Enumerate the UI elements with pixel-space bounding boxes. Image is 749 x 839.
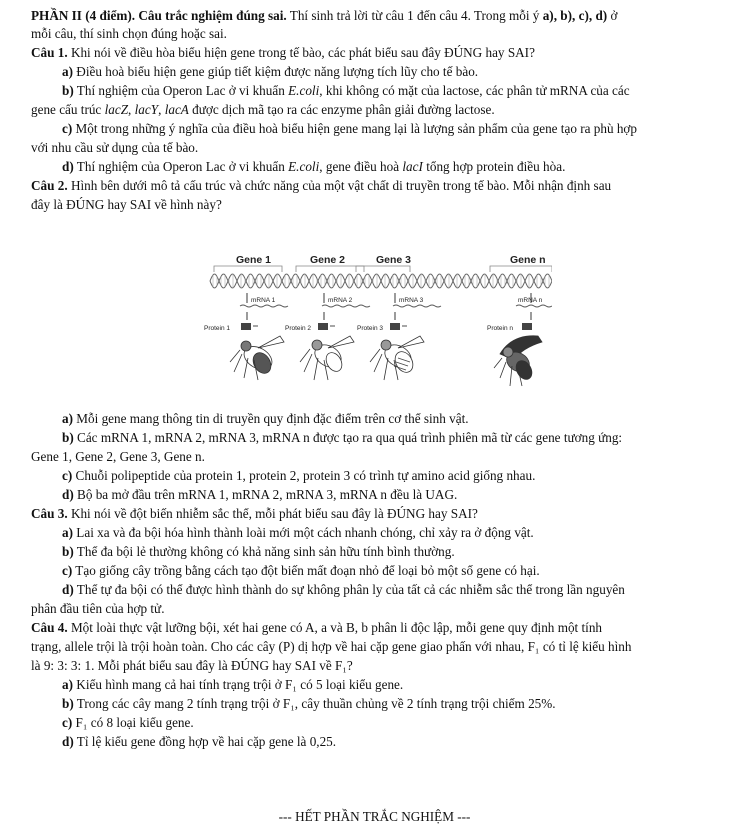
option-text: Lai xa và đa bội hóa hình thành loài mới một cách nhanh chóng, chỉ xảy ra ở động vật. — [73, 525, 534, 540]
gene-label-1: Gene 1 — [236, 254, 272, 266]
q3-option-d-line2: phân đầu tiên của hợp tử. — [31, 601, 165, 616]
section-heading: PHẦN II (4 điểm). Câu trắc nghiệm đúng sai. — [31, 8, 287, 23]
option-label: a) — [62, 525, 73, 540]
q3-option-c — [62, 561, 540, 580]
q1-option-b — [62, 81, 630, 100]
option-text: Thể đa bội lẻ thường không có khả năng sinh sản hữu tính bình thường. — [73, 544, 455, 559]
q4-option-d — [62, 732, 336, 751]
option-text: Tỉ lệ kiểu gene đồng hợp về hai cặp gene là 0,25. — [73, 734, 337, 749]
fly-icon-1 — [230, 336, 284, 380]
option-label: b) — [62, 430, 74, 445]
q4-stem: Một loài thực vật lưỡng bội, xét hai gene có A, a và B, b phân li độc lập, mỗi gene quy định một tính — [67, 620, 603, 635]
option-text: Các mRNA 1, mRNA 2, mRNA 3, mRNA n được tạo ra qua quá trình phiên mã từ các gene tương ứng: — [73, 430, 623, 445]
option-text: Một trong những ý nghĩa của điều hoà biểu hiện gene mang lại là lượng sản phẩm của gene tạo ra phù hợp — [72, 121, 638, 136]
end-of-section-marker: --- HẾT PHẦN TRẮC NGHIỆM --- — [278, 809, 471, 824]
option-label: c) — [62, 563, 73, 578]
separator: , — [128, 102, 135, 117]
separator: , — [158, 102, 165, 117]
q1-stem: Khi nói về điều hòa biểu hiện gene trong tế bào, các phát biểu sau đây ĐÚNG hay SAI? — [67, 45, 535, 60]
section-intro-parts: a), b), c), d) — [542, 8, 608, 23]
mrna-label-n: mRNA n — [518, 297, 543, 304]
q4-option-c — [62, 713, 194, 732]
q3-stem: Khi nói về đột biến nhiễm sắc thể, mỗi phát biểu sau đây là ĐÚNG hay SAI? — [67, 506, 478, 521]
q3-option-a — [62, 523, 534, 542]
section-intro: Thí sinh trả lời từ câu 1 đến câu 4. Trong mỗi ý — [286, 8, 543, 23]
option-text: Bộ ba mở đầu trên mRNA 1, mRNA 2, mRNA 3, mRNA n đều là UAG. — [73, 487, 458, 502]
mrna-label-1: mRNA 1 — [251, 297, 276, 304]
option-text: tổng hợp protein điều hòa. — [422, 159, 566, 174]
q3-option-d — [62, 580, 625, 599]
option-text: Mỗi gene mang thông tin di truyền quy định đặc điểm trên cơ thể sinh vật. — [73, 411, 469, 426]
q3-option-b — [62, 542, 455, 561]
q2-label: Câu 2. — [31, 178, 68, 193]
q4-stem-line3: là 9: 3: 3: 1. Mỗi phát biểu sau đây là ĐÚNG hay SAI về F₁? — [31, 658, 353, 673]
gene-brackets — [214, 266, 552, 272]
protein-block-icon — [522, 323, 532, 330]
fly-icon-n — [494, 336, 542, 386]
mrna-label-2: mRNA 2 — [328, 297, 353, 304]
q2-option-b — [62, 428, 622, 447]
fly-icon-3 — [370, 336, 424, 380]
option-text: Chuỗi polipeptide của protein 1, protein 2, protein 3 có trình tự amino acid giống nhau. — [72, 468, 536, 483]
option-text: Thí nghiệm của Operon Lac ở vi khuẩn — [73, 159, 289, 174]
gene-label-n: Gene n — [510, 254, 546, 266]
option-label: a) — [62, 64, 73, 79]
q3-label: Câu 3. — [31, 506, 68, 521]
option-label: b) — [62, 544, 74, 559]
option-label: c) — [62, 121, 73, 136]
gene-name: lacZ — [104, 102, 129, 117]
section-intro-line2: mỗi câu, thí sinh chọn đúng hoặc sai. — [31, 26, 227, 41]
gene-expression-figure — [200, 250, 552, 400]
q1-stem-line — [31, 43, 535, 62]
q2-stem-line — [31, 176, 611, 195]
option-label: b) — [62, 83, 74, 98]
gene-label-2: Gene 2 — [310, 254, 346, 266]
q3-stem-line — [31, 504, 478, 523]
q2-option-a — [62, 409, 469, 428]
gene-name: lacA — [164, 102, 189, 117]
option-text: gene cấu trúc — [31, 102, 105, 117]
q1-option-b-line2 — [31, 100, 495, 119]
mrna-strand — [322, 305, 370, 307]
section-intro-end: ở — [607, 8, 618, 23]
q4-stem-line2: trạng, allele trội là trội hoàn toàn. Cho các cây (P) dị hợp về hai cặp gene giao phấn với nhau, F₁ có tỉ lệ kiểu hình — [31, 639, 632, 654]
mrna-strand — [240, 305, 288, 307]
species-name: E.coli — [288, 83, 320, 98]
mrna-strand — [516, 305, 552, 307]
q1-option-c-line2: với nhu cầu sử dụng của tế bào. — [31, 140, 199, 155]
q4-option-a — [62, 675, 403, 694]
q2-option-d — [62, 485, 457, 504]
option-label: d) — [62, 582, 74, 597]
option-label: d) — [62, 159, 74, 174]
mrna-label-3: mRNA 3 — [399, 297, 424, 304]
q1-option-d — [62, 157, 565, 176]
protein-block-icon — [390, 323, 400, 330]
option-label: d) — [62, 734, 74, 749]
q1-label: Câu 1. — [31, 45, 68, 60]
protein-label-3: Protein 3 — [357, 325, 384, 332]
option-text: F₁ có 8 loại kiểu gene. — [72, 715, 194, 730]
option-text: , gene điều hoà — [319, 159, 403, 174]
option-text: được dịch mã tạo ra các enzyme phân giải đường lactose. — [188, 102, 495, 117]
gene-name: lacI — [402, 159, 423, 174]
species-name: E.coli — [288, 159, 320, 174]
option-label: b) — [62, 696, 74, 711]
protein-label-n: Protein n — [487, 325, 514, 332]
mrna-strand — [393, 305, 441, 307]
q2-stem: Hình bên dưới mô tả cấu trúc và chức năng của một vật chất di truyền trong tế bào. Mỗi nhận định sau — [67, 178, 612, 193]
q2-option-b-line2: Gene 1, Gene 2, Gene 3, Gene n. — [31, 449, 205, 464]
option-text: Kiểu hình mang cả hai tính trạng trội ở F₁ có 5 loại kiểu gene. — [73, 677, 404, 692]
q4-option-b — [62, 694, 556, 713]
q4-label: Câu 4. — [31, 620, 68, 635]
dna-strand — [210, 274, 552, 288]
option-text: Tạo giống cây trồng bằng cách tạo đột biến mất đoạn nhỏ để loại bỏ một số gene có hại. — [72, 563, 540, 578]
protein-block-icon — [241, 323, 251, 330]
option-text: Điều hoà biểu hiện gene giúp tiết kiệm được năng lượng tích lũy cho tế bào. — [73, 64, 479, 79]
q4-stem-line — [31, 618, 602, 637]
q1-option-a — [62, 62, 478, 81]
option-label: a) — [62, 411, 73, 426]
gene-name: lacY — [134, 102, 159, 117]
section-heading-line — [31, 6, 617, 25]
option-text: Trong các cây mang 2 tính trạng trội ở F₁, cây thuần chủng về 2 tính trạng trội chiếm 25%. — [73, 696, 556, 711]
protein-label-2: Protein 2 — [285, 325, 312, 332]
option-label: c) — [62, 715, 73, 730]
gene-label-3: Gene 3 — [376, 254, 412, 266]
q2-option-c — [62, 466, 535, 485]
fly-icon-2 — [300, 336, 354, 380]
option-text: Thí nghiệm của Operon Lac ở vi khuẩn — [73, 83, 289, 98]
q1-option-c — [62, 119, 637, 138]
option-label: a) — [62, 677, 73, 692]
protein-label-1: Protein 1 — [204, 325, 231, 332]
protein-block-icon — [318, 323, 328, 330]
option-text: Thể tự đa bội có thể được hình thành do sự không phân ly của tất cả các nhiễm sắc thể trong lần nguyên — [73, 582, 625, 597]
q2-stem-line2: đây là ĐÚNG hay SAI về hình này? — [31, 197, 222, 212]
option-label: d) — [62, 487, 74, 502]
option-label: c) — [62, 468, 73, 483]
option-text: , khi không có mặt của lactose, các phân tử mRNA của các — [319, 83, 630, 98]
